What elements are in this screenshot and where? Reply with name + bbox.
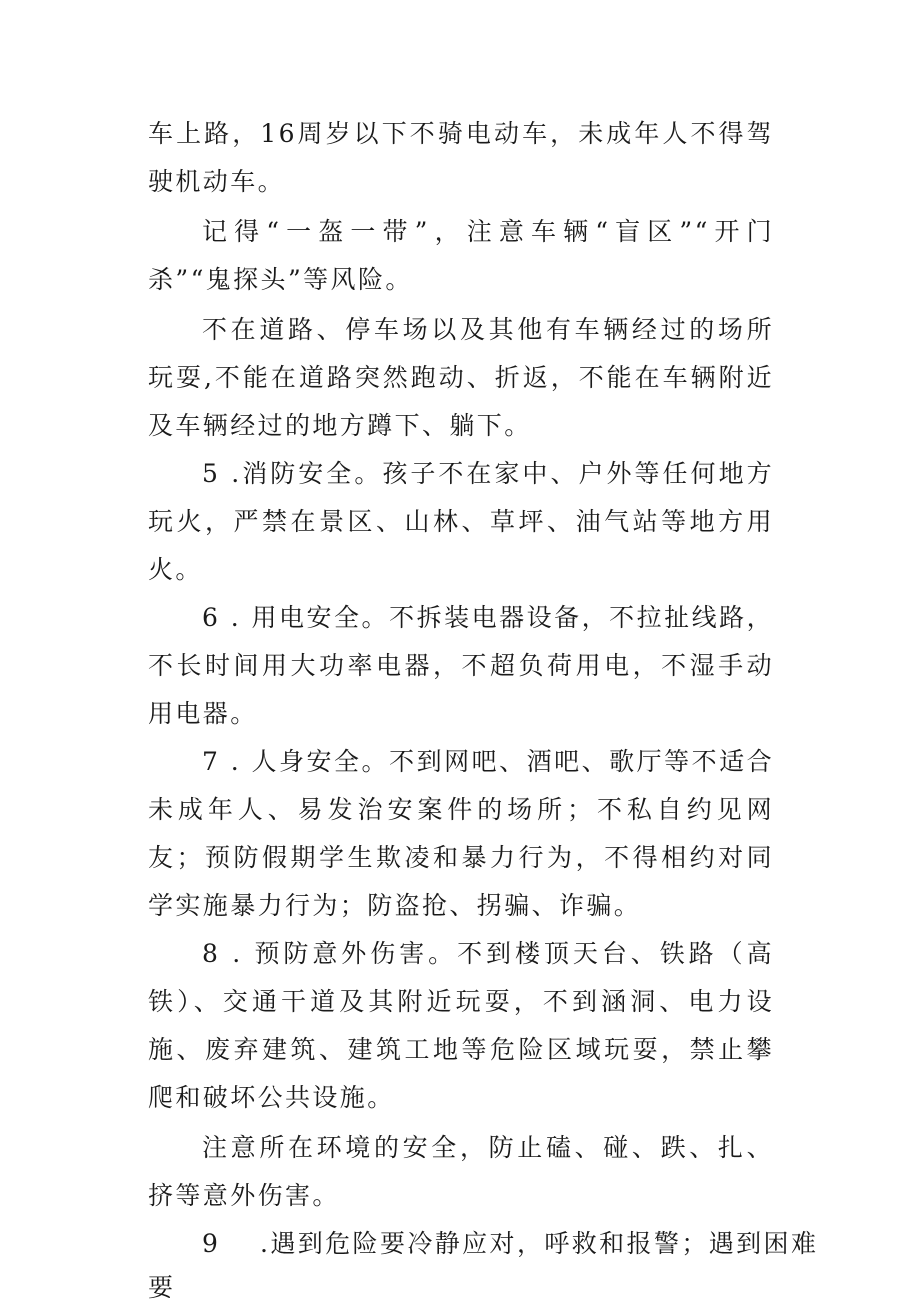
paragraph-item-9: [148, 1220, 819, 1268]
paragraph-item-8: 8 . 预防意外伤害。不到楼顶天台、铁路（高铁）、交通干道及其附近玩耍，不到涵洞、电力设施、废弃建筑、建筑工地等危险区域玩耍，禁止攀爬和破坏公共设施。: [148, 939, 774, 1112]
item-9-text: .遇到危险要冷静应对，呼救和报警；遇到困难: [260, 1229, 819, 1258]
paragraph-3: 不在道路、停车场以及其他有车辆经过的场所玩耍,不能在道路突然跑动、折返，不能在车辆附近及车辆经过的地方蹲下、躺下。: [148, 315, 774, 440]
paragraph-safety-note: 注意所在环境的安全，防止磕、碰、跌、扎、挤等意外伤害。: [148, 1133, 774, 1210]
paragraph-2: 记得“一盔一带”，注意车辆“盲区”“开门杀”“鬼探头”等风险。: [148, 217, 774, 294]
paragraph-1: 车上路，16周岁以下不骑电动车，未成年人不得驾驶机动车。: [148, 119, 774, 196]
document-body: [148, 110, 819, 1308]
paragraph-item-6: 6 . 用电安全。不拆装电器设备，不拉扯线路，不长时间用大功率电器，不超负荷用电，不湿手动用电器。: [148, 603, 774, 728]
paragraph-item-7: 7 . 人身安全。不到网吧、酒吧、歌厅等不适合未成年人、易发治安案件的场所；不私自约见网友；预防假期学生欺凌和暴力行为，不得相约对同学实施暴力行为；防盗抢、拐骗、诈骗。: [148, 747, 774, 920]
item-9-number: 9: [202, 1229, 221, 1258]
paragraph-item-5: 5 .消防安全。孩子不在家中、户外等任何地方玩火，严禁在景区、山林、草坪、油气站等地方用火。: [148, 459, 774, 584]
item-9-continuation: 要: [148, 1273, 176, 1302]
